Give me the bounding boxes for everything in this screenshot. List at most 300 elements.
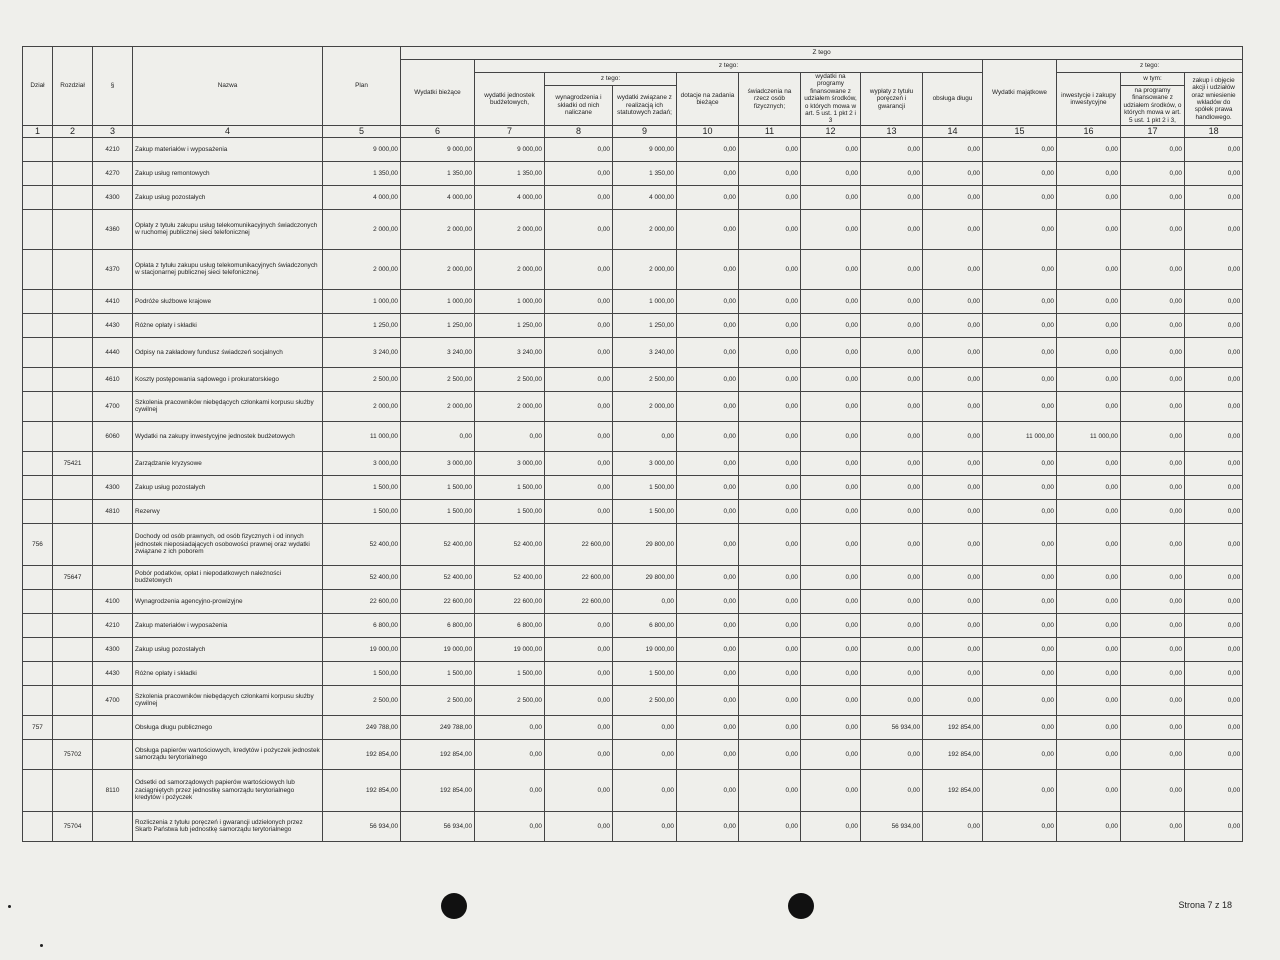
cell-amount: 0,00 bbox=[861, 475, 923, 499]
cell-amount: 0,00 bbox=[1121, 161, 1185, 185]
cell-amount: 4 000,00 bbox=[323, 185, 401, 209]
cell-amount: 0,00 bbox=[677, 137, 739, 161]
column-number: 9 bbox=[613, 125, 677, 137]
cell-amount: 0,00 bbox=[983, 367, 1057, 391]
cell-amount: 1 500,00 bbox=[475, 661, 545, 685]
cell-amount: 1 500,00 bbox=[323, 475, 401, 499]
column-number: 3 bbox=[93, 125, 133, 137]
cell-amount: 0,00 bbox=[545, 185, 613, 209]
cell-amount: 22 600,00 bbox=[545, 589, 613, 613]
table-row bbox=[23, 289, 1243, 313]
cell-amount: 0,00 bbox=[1121, 137, 1185, 161]
cell-paragraf: 8110 bbox=[93, 769, 133, 811]
column-number: 7 bbox=[475, 125, 545, 137]
cell-amount: 0,00 bbox=[677, 451, 739, 475]
cell-nazwa: Rozliczenia z tytułu poręczeń i gwarancji udzielonych przez Skarb Państwa lub jednostkę samorządu terytorialnego bbox=[133, 811, 323, 841]
scan-speck bbox=[8, 905, 11, 908]
column-number: 2 bbox=[53, 125, 93, 137]
wydatki-jednostek-header: wydatki jednostek budżetowych, bbox=[475, 73, 545, 126]
cell-amount: 3 240,00 bbox=[475, 337, 545, 367]
cell-dzial bbox=[23, 661, 53, 685]
cell-paragraf: 4700 bbox=[93, 391, 133, 421]
table-row bbox=[23, 769, 1243, 811]
cell-amount: 2 500,00 bbox=[613, 367, 677, 391]
cell-amount: 0,00 bbox=[983, 289, 1057, 313]
cell-amount: 1 500,00 bbox=[613, 475, 677, 499]
cell-amount: 0,00 bbox=[1185, 613, 1243, 637]
cell-rozdzial bbox=[53, 499, 93, 523]
table-row bbox=[23, 739, 1243, 769]
cell-amount: 0,00 bbox=[861, 661, 923, 685]
table-row bbox=[23, 185, 1243, 209]
cell-amount: 0,00 bbox=[739, 637, 801, 661]
cell-amount: 0,00 bbox=[923, 475, 983, 499]
cell-amount: 0,00 bbox=[1121, 589, 1185, 613]
cell-dzial bbox=[23, 769, 53, 811]
cell-amount: 0,00 bbox=[923, 289, 983, 313]
cell-amount: 22 600,00 bbox=[401, 589, 475, 613]
cell-amount: 0,00 bbox=[1121, 209, 1185, 249]
cell-amount: 1 500,00 bbox=[475, 499, 545, 523]
cell-amount: 11 000,00 bbox=[323, 421, 401, 451]
cell-amount: 2 000,00 bbox=[401, 391, 475, 421]
cell-amount: 29 800,00 bbox=[613, 523, 677, 565]
cell-amount: 0,00 bbox=[545, 313, 613, 337]
cell-amount: 192 854,00 bbox=[923, 715, 983, 739]
cell-amount: 0,00 bbox=[1185, 715, 1243, 739]
cell-rozdzial: 75647 bbox=[53, 565, 93, 589]
cell-amount: 0,00 bbox=[1185, 739, 1243, 769]
cell-amount: 0,00 bbox=[677, 391, 739, 421]
cell-amount: 0,00 bbox=[1121, 367, 1185, 391]
cell-nazwa: Dochody od osób prawnych, od osób fizycznych i od innych jednostek nieposiadających osobowości prawnej oraz wydatki związane z ich poborem bbox=[133, 523, 323, 565]
table-row bbox=[23, 249, 1243, 289]
cell-amount: 0,00 bbox=[739, 391, 801, 421]
cell-amount: 2 000,00 bbox=[613, 391, 677, 421]
cell-amount: 0,00 bbox=[1185, 769, 1243, 811]
table-row bbox=[23, 685, 1243, 715]
cell-amount: 1 500,00 bbox=[323, 499, 401, 523]
cell-amount: 0,00 bbox=[739, 421, 801, 451]
cell-amount: 0,00 bbox=[923, 249, 983, 289]
cell-amount: 0,00 bbox=[677, 811, 739, 841]
table-row bbox=[23, 391, 1243, 421]
cell-amount: 0,00 bbox=[801, 249, 861, 289]
cell-amount: 3 240,00 bbox=[323, 337, 401, 367]
column-number: 14 bbox=[923, 125, 983, 137]
cell-dzial bbox=[23, 499, 53, 523]
cell-rozdzial: 75704 bbox=[53, 811, 93, 841]
cell-nazwa: Opłaty z tytułu zakupu usług telekomunikacyjnych świadczonych w ruchomej publicznej sieci telefonicznej bbox=[133, 209, 323, 249]
cell-amount: 0,00 bbox=[1121, 637, 1185, 661]
cell-amount: 6 800,00 bbox=[323, 613, 401, 637]
cell-amount: 0,00 bbox=[739, 565, 801, 589]
cell-amount: 0,00 bbox=[983, 769, 1057, 811]
cell-amount: 0,00 bbox=[801, 337, 861, 367]
cell-amount: 9 000,00 bbox=[613, 137, 677, 161]
cell-amount: 1 250,00 bbox=[613, 313, 677, 337]
cell-paragraf: 4700 bbox=[93, 685, 133, 715]
cell-amount: 0,00 bbox=[677, 421, 739, 451]
cell-amount: 0,00 bbox=[1185, 161, 1243, 185]
column-number: 11 bbox=[739, 125, 801, 137]
cell-amount: 0,00 bbox=[1057, 367, 1121, 391]
cell-amount: 2 500,00 bbox=[401, 685, 475, 715]
cell-dzial bbox=[23, 337, 53, 367]
cell-amount: 0,00 bbox=[677, 715, 739, 739]
cell-dzial bbox=[23, 185, 53, 209]
cell-amount: 1 500,00 bbox=[401, 475, 475, 499]
z-tego-biezace-header: z tego: bbox=[475, 60, 983, 73]
cell-amount: 0,00 bbox=[923, 421, 983, 451]
cell-amount: 0,00 bbox=[983, 249, 1057, 289]
cell-amount: 0,00 bbox=[1185, 209, 1243, 249]
cell-amount: 0,00 bbox=[613, 811, 677, 841]
cell-amount: 52 400,00 bbox=[323, 523, 401, 565]
cell-amount: 0,00 bbox=[545, 249, 613, 289]
cell-amount: 0,00 bbox=[545, 739, 613, 769]
cell-paragraf: 6060 bbox=[93, 421, 133, 451]
cell-amount: 0,00 bbox=[545, 421, 613, 451]
cell-dzial bbox=[23, 289, 53, 313]
cell-amount: 0,00 bbox=[1121, 523, 1185, 565]
cell-amount: 0,00 bbox=[801, 613, 861, 637]
cell-amount: 0,00 bbox=[1057, 769, 1121, 811]
cell-amount: 0,00 bbox=[677, 249, 739, 289]
cell-amount: 1 000,00 bbox=[613, 289, 677, 313]
cell-nazwa: Obsługa papierów wartościowych, kredytów i pożyczek jednostek samorządu terytorialnego bbox=[133, 739, 323, 769]
cell-amount: 1 250,00 bbox=[323, 313, 401, 337]
cell-amount: 3 240,00 bbox=[613, 337, 677, 367]
cell-paragraf: 4300 bbox=[93, 475, 133, 499]
cell-amount: 0,00 bbox=[801, 565, 861, 589]
cell-amount: 0,00 bbox=[1185, 249, 1243, 289]
cell-paragraf: 4610 bbox=[93, 367, 133, 391]
cell-amount: 0,00 bbox=[545, 475, 613, 499]
cell-amount: 0,00 bbox=[801, 589, 861, 613]
wydatki-majatkowe-header: Wydatki majątkowe bbox=[983, 60, 1057, 126]
cell-amount: 0,00 bbox=[1185, 475, 1243, 499]
cell-amount: 3 240,00 bbox=[401, 337, 475, 367]
column-number: 18 bbox=[1185, 125, 1243, 137]
page-number: Strona 7 z 18 bbox=[1178, 900, 1232, 910]
column-number: 10 bbox=[677, 125, 739, 137]
cell-nazwa: Różne opłaty i składki bbox=[133, 661, 323, 685]
cell-amount: 0,00 bbox=[739, 475, 801, 499]
cell-amount: 0,00 bbox=[1185, 289, 1243, 313]
cell-amount: 0,00 bbox=[801, 289, 861, 313]
cell-amount: 0,00 bbox=[475, 739, 545, 769]
cell-amount: 0,00 bbox=[861, 209, 923, 249]
cell-paragraf: 4300 bbox=[93, 637, 133, 661]
cell-amount: 0,00 bbox=[923, 499, 983, 523]
table-row bbox=[23, 499, 1243, 523]
cell-amount: 0,00 bbox=[1057, 137, 1121, 161]
cell-rozdzial bbox=[53, 391, 93, 421]
cell-amount: 0,00 bbox=[677, 289, 739, 313]
cell-amount: 0,00 bbox=[983, 391, 1057, 421]
cell-amount: 0,00 bbox=[983, 499, 1057, 523]
programy-header: wydatki na programy finansowane z udziałem środków, o których mowa w art. 5 ust. 1 pkt 2 i 3 bbox=[801, 73, 861, 126]
cell-amount: 0,00 bbox=[861, 499, 923, 523]
scan-speck bbox=[40, 944, 43, 947]
cell-amount: 0,00 bbox=[545, 391, 613, 421]
cell-amount: 0,00 bbox=[801, 161, 861, 185]
cell-amount: 0,00 bbox=[861, 739, 923, 769]
cell-nazwa: Odpisy na zakładowy fundusz świadczeń socjalnych bbox=[133, 337, 323, 367]
cell-amount: 0,00 bbox=[545, 769, 613, 811]
cell-amount: 192 854,00 bbox=[923, 769, 983, 811]
cell-amount: 192 854,00 bbox=[401, 769, 475, 811]
cell-rozdzial bbox=[53, 137, 93, 161]
cell-rozdzial bbox=[53, 613, 93, 637]
cell-amount: 249 788,00 bbox=[323, 715, 401, 739]
cell-amount: 0,00 bbox=[801, 715, 861, 739]
cell-amount: 0,00 bbox=[983, 313, 1057, 337]
cell-amount: 0,00 bbox=[983, 661, 1057, 685]
cell-amount: 0,00 bbox=[545, 367, 613, 391]
cell-amount: 0,00 bbox=[1185, 811, 1243, 841]
cell-amount: 6 800,00 bbox=[401, 613, 475, 637]
cell-amount: 0,00 bbox=[861, 185, 923, 209]
cell-amount: 52 400,00 bbox=[401, 523, 475, 565]
cell-amount: 0,00 bbox=[801, 685, 861, 715]
cell-amount: 192 854,00 bbox=[923, 739, 983, 769]
cell-amount: 0,00 bbox=[983, 613, 1057, 637]
cell-rozdzial bbox=[53, 289, 93, 313]
cell-amount: 0,00 bbox=[983, 161, 1057, 185]
cell-amount: 2 000,00 bbox=[401, 249, 475, 289]
cell-paragraf: 4300 bbox=[93, 185, 133, 209]
cell-amount: 0,00 bbox=[983, 589, 1057, 613]
cell-amount: 3 000,00 bbox=[323, 451, 401, 475]
cell-amount: 0,00 bbox=[613, 715, 677, 739]
cell-amount: 0,00 bbox=[861, 769, 923, 811]
cell-amount: 0,00 bbox=[861, 249, 923, 289]
cell-amount: 0,00 bbox=[545, 685, 613, 715]
cell-amount: 2 000,00 bbox=[401, 209, 475, 249]
cell-rozdzial bbox=[53, 637, 93, 661]
cell-amount: 0,00 bbox=[1057, 523, 1121, 565]
cell-paragraf bbox=[93, 715, 133, 739]
cell-amount: 0,00 bbox=[1121, 715, 1185, 739]
cell-amount: 0,00 bbox=[739, 613, 801, 637]
column-number: 15 bbox=[983, 125, 1057, 137]
cell-amount: 0,00 bbox=[983, 565, 1057, 589]
wydatki-biezace-header: Wydatki bieżące bbox=[401, 60, 475, 126]
cell-amount: 0,00 bbox=[923, 209, 983, 249]
table-row bbox=[23, 661, 1243, 685]
cell-paragraf: 4270 bbox=[93, 161, 133, 185]
cell-nazwa: Obsługa długu publicznego bbox=[133, 715, 323, 739]
cell-amount: 0,00 bbox=[1185, 685, 1243, 715]
cell-amount: 2 000,00 bbox=[475, 249, 545, 289]
cell-rozdzial bbox=[53, 685, 93, 715]
cell-amount: 1 350,00 bbox=[613, 161, 677, 185]
cell-amount: 11 000,00 bbox=[1057, 421, 1121, 451]
cell-amount: 0,00 bbox=[545, 161, 613, 185]
cell-amount: 1 350,00 bbox=[401, 161, 475, 185]
table-row bbox=[23, 137, 1243, 161]
cell-amount: 1 500,00 bbox=[323, 661, 401, 685]
cell-amount: 0,00 bbox=[677, 769, 739, 811]
cell-amount: 0,00 bbox=[739, 499, 801, 523]
cell-amount: 0,00 bbox=[1121, 565, 1185, 589]
cell-amount: 6 800,00 bbox=[613, 613, 677, 637]
cell-amount: 0,00 bbox=[1057, 565, 1121, 589]
wyplaty-header: wypłaty z tytułu poręczeń i gwarancji bbox=[861, 73, 923, 126]
col-nazwa-header: Nazwa bbox=[133, 47, 323, 126]
cell-amount: 0,00 bbox=[1121, 249, 1185, 289]
cell-amount: 0,00 bbox=[1057, 739, 1121, 769]
cell-paragraf: 4100 bbox=[93, 589, 133, 613]
cell-amount: 0,00 bbox=[739, 289, 801, 313]
cell-dzial bbox=[23, 161, 53, 185]
col-dzial-header: Dział bbox=[23, 47, 53, 126]
cell-amount: 0,00 bbox=[861, 589, 923, 613]
cell-amount: 0,00 bbox=[861, 451, 923, 475]
cell-amount: 0,00 bbox=[677, 637, 739, 661]
cell-amount: 19 000,00 bbox=[613, 637, 677, 661]
cell-amount: 0,00 bbox=[861, 367, 923, 391]
cell-amount: 0,00 bbox=[861, 161, 923, 185]
cell-amount: 0,00 bbox=[801, 769, 861, 811]
cell-amount: 0,00 bbox=[861, 421, 923, 451]
wynagrodzenia-header: wynagrodzenia i składki od nich naliczane bbox=[545, 86, 613, 126]
cell-dzial bbox=[23, 249, 53, 289]
punch-hole bbox=[441, 893, 467, 919]
cell-amount: 0,00 bbox=[739, 523, 801, 565]
cell-amount: 0,00 bbox=[1121, 685, 1185, 715]
cell-amount: 0,00 bbox=[801, 739, 861, 769]
table-row bbox=[23, 337, 1243, 367]
cell-paragraf bbox=[93, 451, 133, 475]
cell-amount: 0,00 bbox=[1185, 137, 1243, 161]
cell-amount: 192 854,00 bbox=[323, 769, 401, 811]
column-number: 8 bbox=[545, 125, 613, 137]
cell-amount: 0,00 bbox=[1121, 661, 1185, 685]
cell-amount: 0,00 bbox=[1057, 451, 1121, 475]
cell-amount: 0,00 bbox=[613, 739, 677, 769]
cell-amount: 0,00 bbox=[923, 811, 983, 841]
cell-nazwa: Różne opłaty i składki bbox=[133, 313, 323, 337]
cell-rozdzial bbox=[53, 337, 93, 367]
cell-amount: 56 934,00 bbox=[861, 715, 923, 739]
cell-amount: 0,00 bbox=[739, 589, 801, 613]
cell-paragraf: 4440 bbox=[93, 337, 133, 367]
cell-amount: 0,00 bbox=[1057, 313, 1121, 337]
table-row bbox=[23, 161, 1243, 185]
cell-dzial: 756 bbox=[23, 523, 53, 565]
cell-amount: 2 500,00 bbox=[401, 367, 475, 391]
cell-amount: 0,00 bbox=[475, 811, 545, 841]
cell-amount: 0,00 bbox=[545, 715, 613, 739]
cell-amount: 22 600,00 bbox=[545, 523, 613, 565]
cell-nazwa: Zakup usług remontowych bbox=[133, 161, 323, 185]
cell-amount: 52 400,00 bbox=[475, 565, 545, 589]
cell-amount: 0,00 bbox=[983, 137, 1057, 161]
cell-amount: 56 934,00 bbox=[861, 811, 923, 841]
z-tego-majatkowe-header: z tego: bbox=[1057, 60, 1243, 73]
table-row bbox=[23, 451, 1243, 475]
cell-amount: 0,00 bbox=[801, 451, 861, 475]
cell-amount: 3 000,00 bbox=[475, 451, 545, 475]
cell-nazwa: Zakup materiałów i wyposażenia bbox=[133, 137, 323, 161]
cell-amount: 0,00 bbox=[1057, 391, 1121, 421]
cell-amount: 1 500,00 bbox=[613, 661, 677, 685]
cell-amount: 3 000,00 bbox=[401, 451, 475, 475]
cell-amount: 0,00 bbox=[1121, 185, 1185, 209]
cell-paragraf: 4210 bbox=[93, 137, 133, 161]
cell-amount: 0,00 bbox=[1057, 337, 1121, 367]
cell-amount: 0,00 bbox=[1057, 185, 1121, 209]
column-number: 12 bbox=[801, 125, 861, 137]
cell-amount: 0,00 bbox=[1121, 739, 1185, 769]
cell-amount: 0,00 bbox=[923, 637, 983, 661]
cell-amount: 2 500,00 bbox=[323, 367, 401, 391]
cell-amount: 0,00 bbox=[1057, 811, 1121, 841]
cell-amount: 0,00 bbox=[739, 367, 801, 391]
cell-amount: 0,00 bbox=[545, 661, 613, 685]
cell-rozdzial bbox=[53, 715, 93, 739]
cell-amount: 2 000,00 bbox=[613, 209, 677, 249]
cell-amount: 0,00 bbox=[923, 367, 983, 391]
cell-amount: 22 600,00 bbox=[475, 589, 545, 613]
cell-amount: 0,00 bbox=[1121, 289, 1185, 313]
cell-amount: 0,00 bbox=[739, 161, 801, 185]
cell-amount: 0,00 bbox=[739, 715, 801, 739]
cell-amount: 0,00 bbox=[1057, 637, 1121, 661]
cell-amount: 0,00 bbox=[401, 421, 475, 451]
cell-amount: 0,00 bbox=[1121, 313, 1185, 337]
cell-amount: 0,00 bbox=[613, 589, 677, 613]
cell-nazwa: Zakup usług pozostałych bbox=[133, 637, 323, 661]
cell-amount: 1 000,00 bbox=[475, 289, 545, 313]
cell-amount: 1 000,00 bbox=[323, 289, 401, 313]
cell-dzial bbox=[23, 313, 53, 337]
cell-nazwa: Opłata z tytułu zakupu usług telekomunikacyjnych świadczonych w stacjonarnej publicznej sieci telefonicznej. bbox=[133, 249, 323, 289]
cell-amount: 1 500,00 bbox=[613, 499, 677, 523]
obsluga-dlugu-header: obsługa długu bbox=[923, 73, 983, 126]
cell-nazwa: Zakup materiałów i wyposażenia bbox=[133, 613, 323, 637]
cell-amount: 0,00 bbox=[1185, 661, 1243, 685]
cell-amount: 52 400,00 bbox=[475, 523, 545, 565]
cell-amount: 0,00 bbox=[613, 769, 677, 811]
cell-amount: 52 400,00 bbox=[401, 565, 475, 589]
cell-paragraf: 4430 bbox=[93, 313, 133, 337]
col-rozdzial-header: Rozdział bbox=[53, 47, 93, 126]
cell-amount: 0,00 bbox=[801, 391, 861, 421]
cell-amount: 0,00 bbox=[1057, 475, 1121, 499]
cell-amount: 0,00 bbox=[1121, 811, 1185, 841]
cell-rozdzial bbox=[53, 185, 93, 209]
cell-dzial: 757 bbox=[23, 715, 53, 739]
cell-amount: 0,00 bbox=[801, 421, 861, 451]
cell-rozdzial bbox=[53, 421, 93, 451]
cell-amount: 0,00 bbox=[1057, 715, 1121, 739]
cell-amount: 1 350,00 bbox=[323, 161, 401, 185]
cell-amount: 192 854,00 bbox=[323, 739, 401, 769]
column-number: 1 bbox=[23, 125, 53, 137]
cell-rozdzial bbox=[53, 661, 93, 685]
cell-amount: 0,00 bbox=[801, 661, 861, 685]
cell-amount: 0,00 bbox=[1057, 209, 1121, 249]
cell-paragraf bbox=[93, 523, 133, 565]
cell-amount: 0,00 bbox=[739, 209, 801, 249]
column-number: 16 bbox=[1057, 125, 1121, 137]
cell-amount: 56 934,00 bbox=[323, 811, 401, 841]
cell-amount: 9 000,00 bbox=[323, 137, 401, 161]
